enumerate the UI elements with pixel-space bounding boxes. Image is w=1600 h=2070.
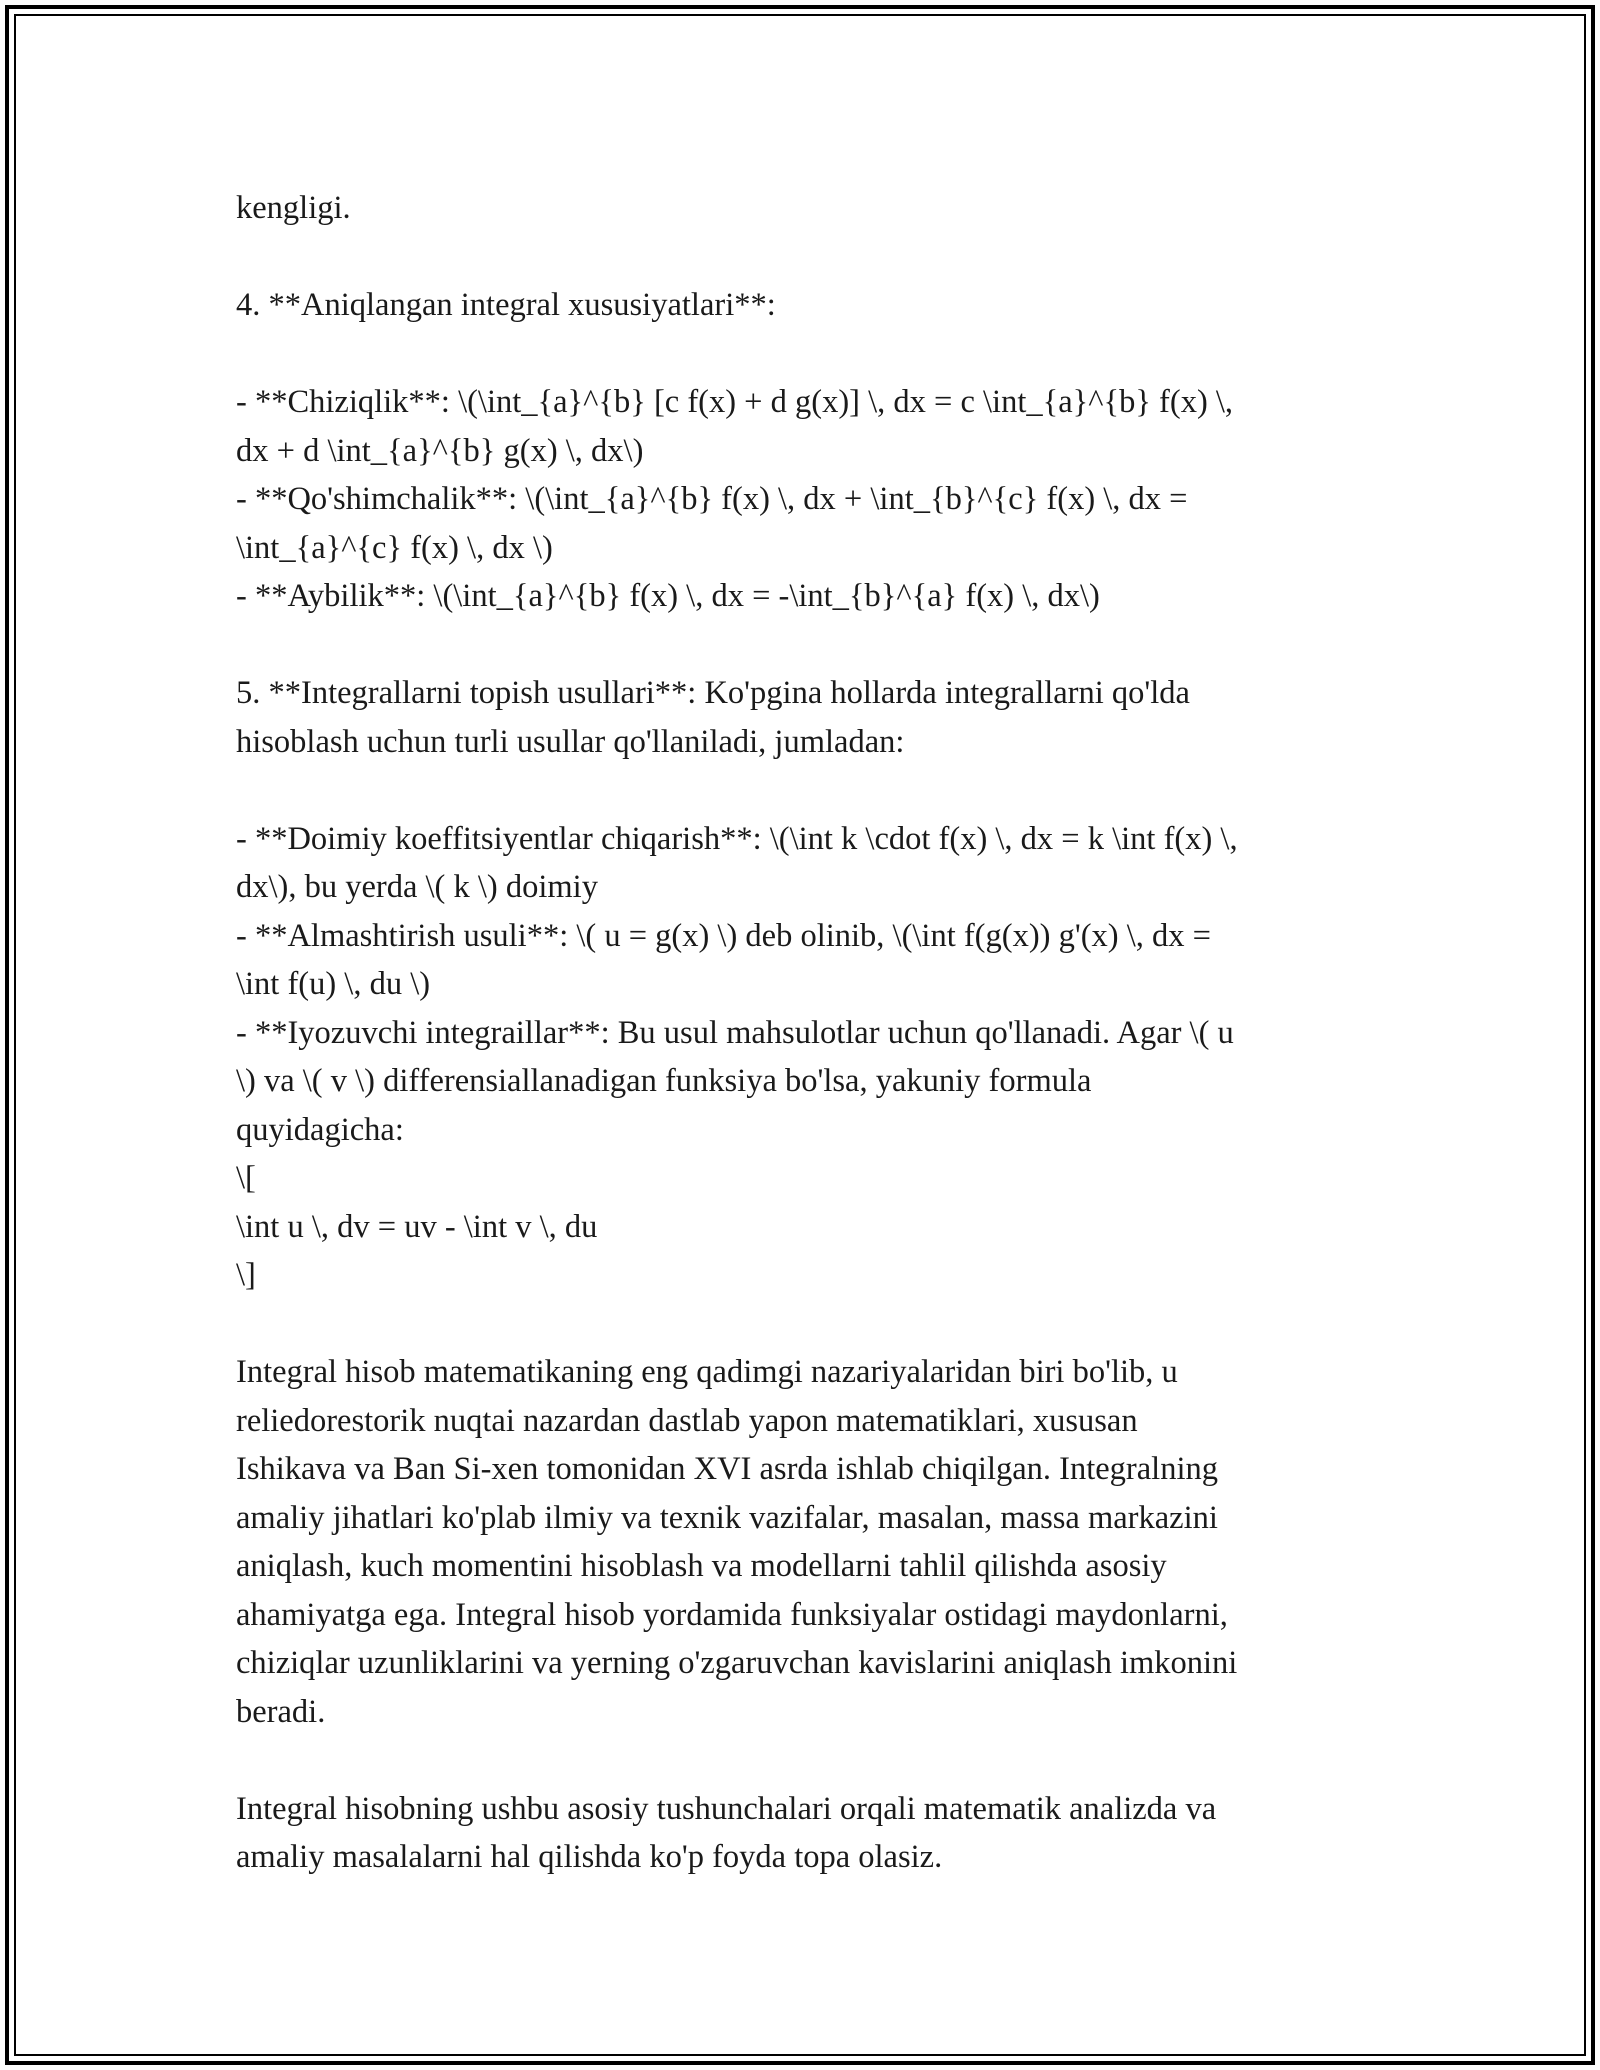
formula-body: \int u \, dv = uv - \int v \, du: [236, 1208, 598, 1245]
list-item-linearity-cont: dx + d \int_{a}^{b} g(x) \, dx\): [236, 432, 644, 469]
text-line: hisoblash uchun turli usullar qo'llaniladi, jumladan:: [236, 723, 905, 760]
formula-close: \]: [236, 1257, 256, 1293]
section-heading-4: [236, 281, 1376, 330]
text-line: Ishikava va Ban Si-xen tomonidan XVI asrda ishlab chiqilgan. Integralning: [236, 1451, 1218, 1487]
formula-open: \[: [236, 1160, 256, 1196]
text-line: kengligi.: [236, 190, 351, 226]
text-line: chiziqlar uzunliklarini va yerning o'zgaruvchan kavislarini aniqlash imkonini: [236, 1645, 1238, 1681]
text-line: amaliy masalalarni hal qilishda ko'p foyda topa olasiz.: [236, 1839, 943, 1875]
methods-list: [236, 815, 1376, 1300]
list-item-constant-factor-cont: dx\), bu yerda \( k \) doimiy: [236, 869, 598, 905]
list-item-additivity: - **Qo'shimchalik**: \(\int_{a}^{b} f(x) \, dx + \int_{b}^{c} f(x) \, dx =: [236, 481, 1188, 517]
list-item-additivity-cont: \int_{a}^{c} f(x) \, dx \): [236, 529, 553, 566]
list-item-orientation: - **Aybilik**: \(\int_{a}^{b} f(x) \, dx = -\int_{b}^{a} f(x) \, dx\): [236, 578, 1100, 614]
list-item-by-parts-cont: quyidagicha:: [236, 1111, 404, 1148]
history-paragraph: [236, 1348, 1376, 1736]
closing-paragraph: [236, 1785, 1376, 1882]
list-item-constant-factor: - **Doimiy koeffitsiyentlar chiqarish**: \(\int k \cdot f(x) \, dx = k \int f(x) \,: [236, 820, 1238, 857]
text-line: amaliy jihatlari ko'plab ilmiy va texnik vazifalar, masalan, massa markazini: [236, 1499, 1218, 1536]
paragraph-continuation: [236, 184, 1376, 233]
list-item-by-parts-cont: \) va \( v \) differensiallanadigan funksiya bo'lsa, yakuniy formula: [236, 1063, 1092, 1099]
section-heading-5: [236, 669, 1376, 766]
text-line: Integral hisob matematikaning eng qadimgi nazariyalaridan biri bo'lib, u: [236, 1354, 1178, 1390]
text-line: 5. **Integrallarni topish usullari**: Ko'pgina hollarda integrallarni qo'lda: [236, 675, 1190, 711]
properties-list: [236, 378, 1376, 621]
list-item-by-parts: - **Iyozuvchi integraillar**: Bu usul mahsulotlar uchun qo'llanadi. Agar \( u: [236, 1014, 1234, 1051]
text-line: beradi.: [236, 1693, 326, 1730]
text-line: Integral hisobning ushbu asosiy tushunchalari orqali matematik analizda va: [236, 1790, 1217, 1827]
list-item-substitution: - **Almashtirish usuli**: \( u = g(x) \) deb olinib, \(\int f(g(x)) g'(x) \, dx =: [236, 917, 1211, 954]
text-line: aniqlash, kuch momentini hisoblash va modellarni tahlil qilishda asosiy: [236, 1548, 1167, 1584]
document-body: [236, 184, 1376, 1930]
list-item-linearity: - **Chiziqlik**: \(\int_{a}^{b} [c f(x) + d g(x)] \, dx = c \int_{a}^{b} f(x) \,: [236, 384, 1234, 420]
list-item-substitution-cont: \int f(u) \, du \): [236, 966, 431, 1002]
text-line: ahamiyatga ega. Integral hisob yordamida funksiyalar ostidagi maydonlarni,: [236, 1596, 1228, 1633]
text-line: reliedorestorik nuqtai nazardan dastlab yapon matematiklari, xususan: [236, 1402, 1138, 1439]
text-line: 4. **Aniqlangan integral xususiyatlari**:: [236, 287, 776, 323]
